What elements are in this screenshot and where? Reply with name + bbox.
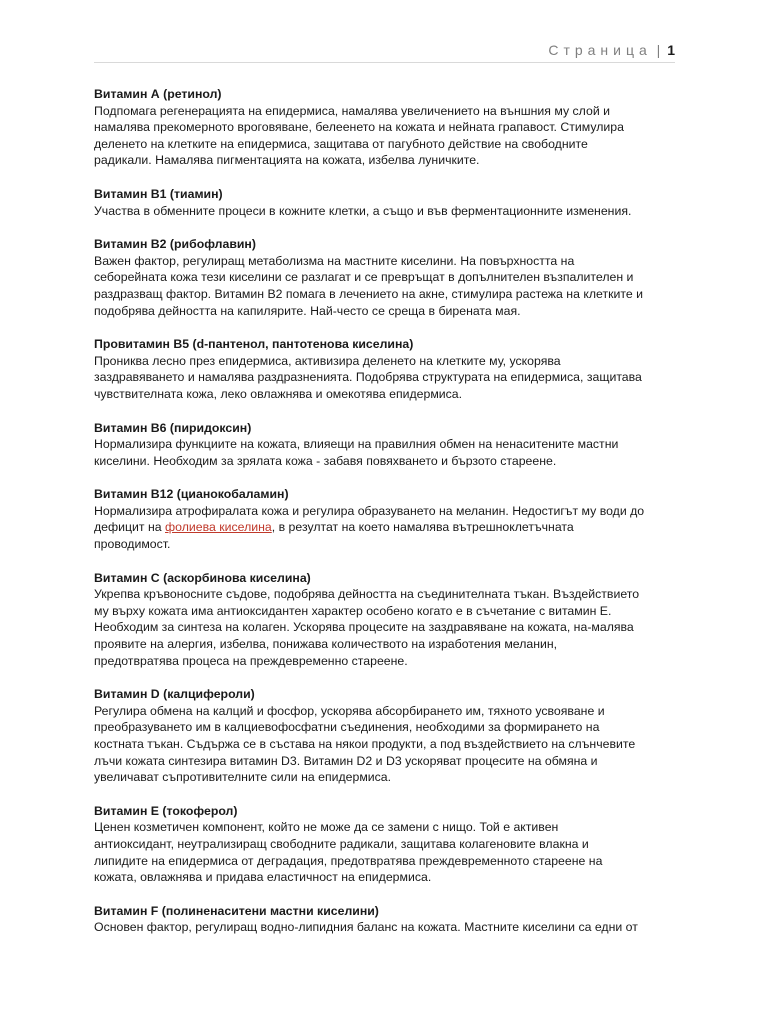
paragraph-line: проводимост. (94, 537, 171, 552)
paragraph-line: лъчи кожата синтезира витамин D3. Витамин D2 и D3 ускоряват процесите на обмяна и (94, 753, 598, 768)
paragraph-line: деленето на клетките на епидермиса, защитава от пагубното действие на свободните (94, 136, 588, 151)
page-number: 1 (667, 42, 675, 58)
paragraph-text: дефицит на (94, 520, 166, 535)
paragraph-line: Укрепва кръвоносните съдове, подобрява дейността на съединителната тъкан. Въздействието (94, 587, 640, 602)
paragraph-line: антиоксидант, неутрализиращ свободните радикали, защитава колагеновите влакна и (94, 836, 589, 851)
paragraph-line: Участва в обменните процеси в кожните клетки, а също и във ферментационните изменения. (94, 203, 632, 218)
vitamin-section (94, 336, 694, 402)
document-body (94, 86, 694, 953)
paragraph-line: подобрява дейността на капилярите. Най-често се среща в бирената мая. (94, 303, 521, 318)
section-title: Провитамин В5 (d-пантенол, пантотенова киселина) (94, 337, 414, 352)
paragraph-line: му върху кожата има антиоксидантен характер особено когато е в съчетание с витамин Е. (94, 603, 612, 618)
paragraph-line: Необходим за синтеза на колаген. Ускорява процесите на заздравяване на кожата, на-малява (94, 620, 634, 635)
paragraph-line: проявите на алергия, избелва, понижава количеството на изработения меланин, (94, 637, 558, 652)
paragraph-line: Ценен козметичен компонент, който не може да се замени с нищо. Той е активен (94, 820, 559, 835)
section-title: Витамин А (ретинол) (94, 87, 222, 101)
paragraph-line: липидите на епидермиса от деградация, предотвратява преждевременното стареене на (94, 853, 603, 868)
paragraph-line: Нормализира функциите на кожата, влияещи на правилния обмен на ненаситените мастни (94, 437, 619, 452)
paragraph-line: радикали. Намалява пигментацията на кожата, избелва луничките. (94, 153, 480, 168)
vitamin-section (94, 186, 694, 219)
vitamin-section (94, 86, 694, 169)
paragraph-line: Основен фактор, регулиращ водно-липидния баланс на кожата. Мастните киселини са едни от (94, 920, 638, 935)
paragraph-line: преобразуването им в калциевофосфатни съединения, необходими за формирането на (94, 720, 600, 735)
paragraph-line: Подпомага регенерацията на епидермиса, намалява увеличението на външния му слой и (94, 103, 610, 118)
paragraph-line: Прониква лесно през епидермиса, активизира деленето на клетките му, ускорява (94, 353, 561, 368)
paragraph-line: увеличават съпротивителните сили на епидермиса. (94, 770, 392, 785)
paragraph-line: кожата, овлажнява и придава еластичност на епидермиса. (94, 870, 432, 885)
paragraph-line: заздравяването и намалява раздразненията. Подобрява структурата на епидермиса, защитава (94, 370, 642, 385)
vitamin-section (94, 903, 694, 936)
paragraph-line: чувствителната кожа, леко овлажнява и омекотява епидермиса. (94, 386, 463, 401)
folic-acid-link[interactable]: фолиева киселина (165, 520, 272, 535)
page-label: Страница (548, 42, 652, 58)
paragraph-line: предотвратява процеса на преждевременно стареене. (94, 653, 408, 668)
paragraph-line: киселини. Необходим за зрялата кожа - забавя повяхването и бързото стареене. (94, 453, 557, 468)
section-title: Витамин С (аскорбинова киселина) (94, 570, 311, 585)
paragraph-line: раздразващ фактор. Витамин В2 помага в лечението на акне, стимулира растежа на клетките и (94, 286, 643, 301)
section-title: Витамин D (калцифероли) (94, 687, 255, 702)
vitamin-section (94, 236, 694, 319)
vitamin-section (94, 420, 694, 470)
paragraph-line: Нормализира атрофиралата кожа и регулира образуването на меланин. Недостигът му води до (94, 503, 645, 518)
section-title: Витамин F (полиненаситени мастни киселини) (94, 903, 379, 918)
section-title: Витамин В1 (тиамин) (94, 186, 223, 201)
paragraph-line (94, 519, 694, 536)
paragraph-line: себорейната кожа тези киселини се разлагат и се превръщат в допълнителен възпалителен и (94, 270, 634, 285)
vitamin-section (94, 486, 694, 552)
paragraph-line: Регулира обмена на калций и фосфор, ускорява абсорбирането им, тяхното усвояване и (94, 703, 605, 718)
section-title: Витамин В12 (цианокобаламин) (94, 487, 289, 502)
section-title: Витамин Е (токоферол) (94, 803, 238, 818)
vitamin-section (94, 686, 694, 786)
vitamin-section (94, 803, 694, 886)
paragraph-line: Важен фактор, регулиращ метаболизма на мастните киселини. На повърхността на (94, 253, 575, 268)
vitamin-section (94, 570, 694, 670)
section-title: Витамин В6 (пиридоксин) (94, 420, 252, 435)
page-separator: | (656, 42, 661, 58)
section-title: Витамин В2 (рибофлавин) (94, 237, 256, 252)
page-header (94, 38, 675, 63)
paragraph-text: , в резултат на което намалява вътрешноклетъчната (271, 520, 574, 535)
paragraph-line: костната тъкан. Съдържа се в състава на някои продукти, а под въздействието на слънчевите (94, 737, 636, 751)
paragraph-line: намалява прекомерното вроговяване, белеенето на кожата и нейната грапавост. Стимулира (94, 120, 624, 135)
